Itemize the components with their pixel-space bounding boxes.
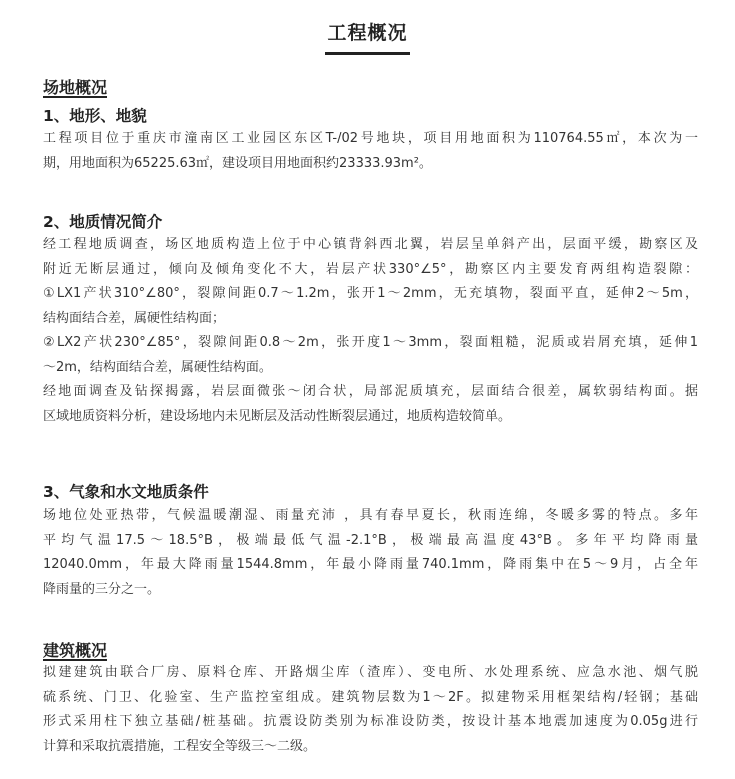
geology-heading: 2、地质情况简介 xyxy=(43,213,163,231)
text-line: 降雨量的三分之一。 xyxy=(43,581,161,597)
page-title: 工程概况 xyxy=(325,18,409,55)
text-line: 拟建建筑由联合厂房、原料仓库、开路烟尘库（渣库）、变电所、水处理系统、应急水池、烟气脱 xyxy=(43,665,698,680)
text-line: 附近无断层通过，倾向及倾角变化不大，岩层产状330°∠5°，勘察区内主要发育两组构造裂隙： xyxy=(43,261,698,277)
text-line: 工程项目位于重庆市潼南区工业园区东区T-/02号地块，项目用地面积为110764.55㎡，本次为一 xyxy=(43,131,698,146)
terrain-paragraph xyxy=(43,127,698,176)
text-line: ②LX2产状230°∠85°，裂隙间距0.8～2m，张开度1～3mm，裂面粗糙，泥质或岩屑充填，延伸1 xyxy=(43,335,698,350)
text-line: ①LX1产状310°∠80°，裂隙间距0.7～1.2m，张开1～2mm，无充填物，裂面平直，延伸2～5m， xyxy=(43,286,698,301)
building-paragraph xyxy=(43,661,698,759)
text-line: 区域地质资料分析，建设场地内未见断层及活动性断裂层通过，地质构造较简单。 xyxy=(43,408,512,424)
text-line: 经工程地质调查，场区地质构造上位于中心镇背斜西北翼，岩层呈单斜产出，层面平缓，勘察区及 xyxy=(43,237,698,252)
text-line: 场地位处亚热带，气候温暖潮湿、雨量充沛 ，具有春早夏长，秋雨连绵，冬暖多雾的特点。多年 xyxy=(43,508,698,523)
text-line: 结构面结合差，属硬性结构面； xyxy=(43,310,226,326)
geology-paragraph xyxy=(43,233,698,429)
text-line: ～2m，结构面结合差，属硬性结构面。 xyxy=(43,359,272,375)
text-line: 平均气温17.5～18.5°B，极端最低气温-2.1°B，极端最高温度43°B。多年平均降雨量 xyxy=(43,532,698,548)
title-container xyxy=(0,18,735,55)
text-line: 12040.0mm，年最大降雨量1544.8mm，年最小降雨量740.1mm，降雨集中在5～9月，占全年 xyxy=(43,557,698,572)
site-overview-heading: 场地概况 xyxy=(43,78,108,97)
text-line: 计算和采取抗震措施，工程安全等级三～二级。 xyxy=(43,738,317,754)
terrain-heading: 1、地形、地貌 xyxy=(43,107,147,125)
building-overview-heading: 建筑概况 xyxy=(43,641,108,660)
climate-paragraph xyxy=(43,504,698,602)
text-line: 硫系统、门卫、化验室、生产监控室组成。建筑物层数为1～2F。拟建物采用框架结构/轻钢；基础 xyxy=(43,689,698,705)
text-line: 形式采用柱下独立基础/桩基础。抗震设防类别为标准设防类，按设计基本地震加速度为0.05g进行 xyxy=(43,714,698,729)
climate-heading: 3、气象和水文地质条件 xyxy=(43,483,209,501)
text-line: 期，用地面积为65225.63㎡，建设项目用地面积约23333.93m²。 xyxy=(43,155,432,171)
text-line: 经地面调查及钻探揭露，岩层面微张～闭合状，局部泥质填充，层面结合很差，属软弱结构面。据 xyxy=(43,384,698,399)
